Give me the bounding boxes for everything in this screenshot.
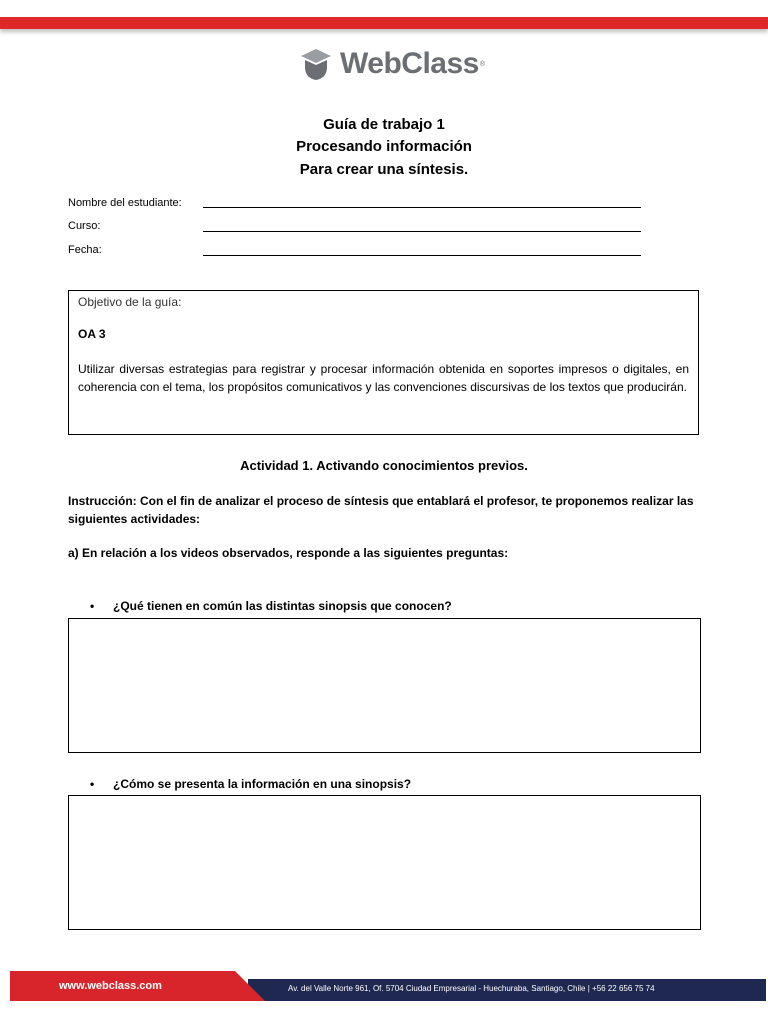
date-label: Fecha: [68, 244, 102, 256]
webclass-logo [300, 44, 485, 84]
student-name-field[interactable] [203, 207, 641, 208]
course-field[interactable] [203, 231, 641, 232]
student-name-label: Nombre del estudiante: [68, 197, 182, 209]
objective-code: OA 3 [78, 327, 106, 341]
activity-title: Actividad 1. Activando conocimientos previos. [240, 458, 528, 473]
top-accent-bar [0, 17, 768, 29]
footer-address: Av. del Valle Norte 961, Of. 5704 Ciudad Empresarial - Huechuraba, Santiago, Chile | +56 22 656 75 74 [288, 984, 655, 993]
activity-instruction: Instrucción: Con el fin de analizar el proceso de síntesis que entablará el profesor, te proponemos realizar las siguientes actividades: [68, 494, 694, 526]
question-1: ¿Qué tienen en común las distintas sinopsis que conocen? [113, 599, 452, 613]
brand-name: WebClass [340, 47, 479, 80]
question-2: ¿Cómo se presenta la información en una sinopsis? [113, 777, 412, 791]
footer-url[interactable]: www.webclass.com [59, 980, 162, 992]
answer-box-1[interactable] [68, 618, 701, 753]
graduation-cap-icon [300, 47, 332, 81]
brand-reg-mark: ® [479, 60, 486, 68]
footer [10, 971, 766, 1001]
bullet-icon: • [90, 599, 95, 613]
part-a-prompt: a) En relación a los videos observados, responde a las siguientes preguntas: [68, 546, 509, 560]
doc-subtitle-2: Para crear una síntesis. [299, 161, 469, 178]
answer-box-2[interactable] [68, 795, 701, 930]
date-field[interactable] [203, 255, 641, 256]
doc-title: Guía de trabajo 1 [323, 116, 445, 133]
bullet-icon: • [90, 777, 95, 791]
course-label: Curso: [68, 220, 101, 232]
doc-subtitle: Procesando información [296, 138, 472, 155]
objective-heading: Objetivo de la guía: [78, 295, 182, 309]
objective-text: Utilizar diversas estrategias para registrar y procesar información obtenida en soportes impresos o digitales, en coherencia con el tema, los propósitos comunicativos y las convenciones discursivas de los textos que producirán. [78, 362, 689, 394]
